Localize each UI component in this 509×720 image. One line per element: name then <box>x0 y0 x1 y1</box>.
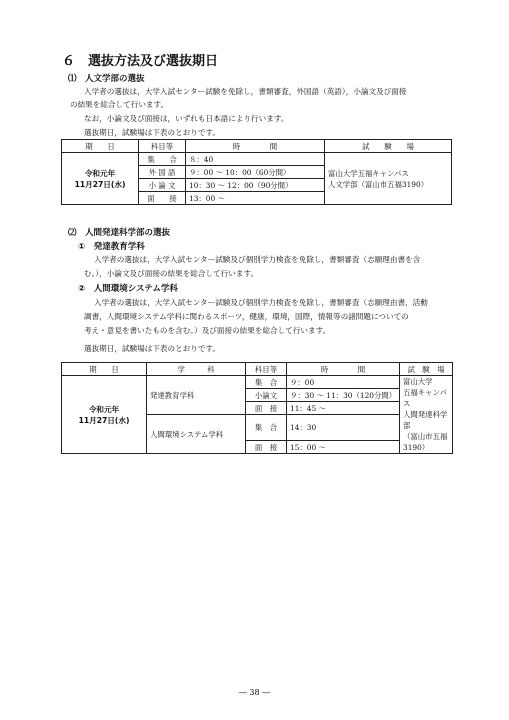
row-time: 13：00 〜 <box>186 192 325 205</box>
venue-line3: 人間発達科学部 <box>403 410 448 430</box>
human-dev-sub2-heading: ② 人間環境システム学科 <box>78 284 178 294</box>
department-name: 人間環境システム学科 <box>147 415 246 454</box>
exam-date <box>62 376 147 454</box>
exam-venue <box>400 376 453 454</box>
department-name: 発達教育学科 <box>147 376 246 415</box>
row-subject: 外 国 語 <box>139 166 186 179</box>
row-subject: 集 合 <box>246 376 287 389</box>
row-subject: 面 接 <box>246 402 287 415</box>
row-subject: 面 接 <box>246 441 287 454</box>
table-header-row <box>62 140 452 153</box>
header-time: 時 間 <box>186 140 325 153</box>
human-dev-sub2-line3: 考え・意見を書いたものを含む。）及び面接の結果を総合して行います。 <box>84 326 331 335</box>
exam-venue <box>325 153 452 205</box>
humanities-heading: ⑴ 人文学部の選抜 <box>68 74 145 84</box>
row-time: 11：45 〜 <box>287 402 400 415</box>
humanities-para1-line2: の結果を総合して行います。 <box>70 100 169 109</box>
row-time: ９：30 〜 11：30（120分間） <box>287 389 400 402</box>
row-time: 14：30 <box>287 415 400 441</box>
row-time: ９：00 <box>287 376 400 389</box>
row-subject: 面 接 <box>139 192 186 205</box>
humanities-schedule-table <box>61 139 452 205</box>
page-number: ― 38 ― <box>238 688 271 697</box>
humanities-para3: 選抜期日，試験場は下表のとおりです。 <box>84 128 221 137</box>
venue-line1: 富山大学 <box>403 377 433 386</box>
human-dev-heading: ⑵ 人間発達科学部の選抜 <box>68 228 171 238</box>
row-subject: 小 論 文 <box>139 179 186 192</box>
human-dev-para3: 選抜期日，試験場は下表のとおりです。 <box>84 344 221 353</box>
row-subject: 集 合 <box>246 415 287 441</box>
date-year: 令和元年 <box>88 404 120 414</box>
header-date: 期 日 <box>62 363 147 376</box>
header-venue: 試 験 場 <box>400 363 453 376</box>
header-venue: 試 験 場 <box>325 140 452 153</box>
row-subject: 小論文 <box>246 389 287 402</box>
humanities-para1-line1: 入学者の選抜は，大学入試センター試験を免除し，書類審査，外国語（英語），小論文及び面接 <box>84 87 407 96</box>
venue-line2: 五福キャンパス <box>403 388 447 408</box>
row-time: ９：00 〜 10：00（60分間） <box>186 166 325 179</box>
header-subject: 科目等 <box>246 363 287 376</box>
header-time: 時 間 <box>287 363 400 376</box>
date-day: 11月27日(水) <box>78 415 130 425</box>
table-row <box>62 153 452 166</box>
human-dev-sub1-heading: ① 発達教育学科 <box>78 242 145 252</box>
human-dev-schedule-table <box>61 362 453 454</box>
venue-line1: 富山大学五福キャンパス <box>328 168 409 178</box>
header-department: 学 科 <box>147 363 246 376</box>
venue-line2: 人文学部（富山市五福3190） <box>328 179 429 189</box>
row-subject: 集 合 <box>139 153 186 166</box>
row-time: 10：30 〜 12：00（90分間） <box>186 179 325 192</box>
section-title: ６ 選抜方法及び選抜期日 <box>62 54 219 69</box>
date-day: 11月27日(水) <box>74 179 126 189</box>
date-year: 令和元年 <box>84 168 116 178</box>
human-dev-sub1-line1: 入学者の選抜は，大学入試センター試験及び個別学力検査を免除し，書類審査（志願理由書を含 <box>94 255 421 264</box>
humanities-para2: なお，小論文及び面接は，いずれも日本語により行います。 <box>84 114 289 123</box>
exam-date <box>62 153 139 205</box>
human-dev-sub1-line2: む。），小論文及び面接の結果を総合して行います。 <box>84 269 259 278</box>
table-row <box>62 376 453 389</box>
row-time: ８：40 <box>186 153 325 166</box>
human-dev-sub2-line1: 入学者の選抜は，大学入試センター試験及び個別学力検査を免除し，書類審査（志願理由書，活動 <box>94 298 428 307</box>
row-time: 15：00 〜 <box>287 441 400 454</box>
venue-line4: （富山市五福3190） <box>403 432 448 452</box>
human-dev-sub2-line2: 調書，人間環境システム学科に関わるスポーツ，健康，環境，国際，情報等の諸問題についての <box>84 312 409 321</box>
header-subject: 科目等 <box>139 140 186 153</box>
header-date: 期 日 <box>62 140 139 153</box>
table-header-row <box>62 363 453 376</box>
